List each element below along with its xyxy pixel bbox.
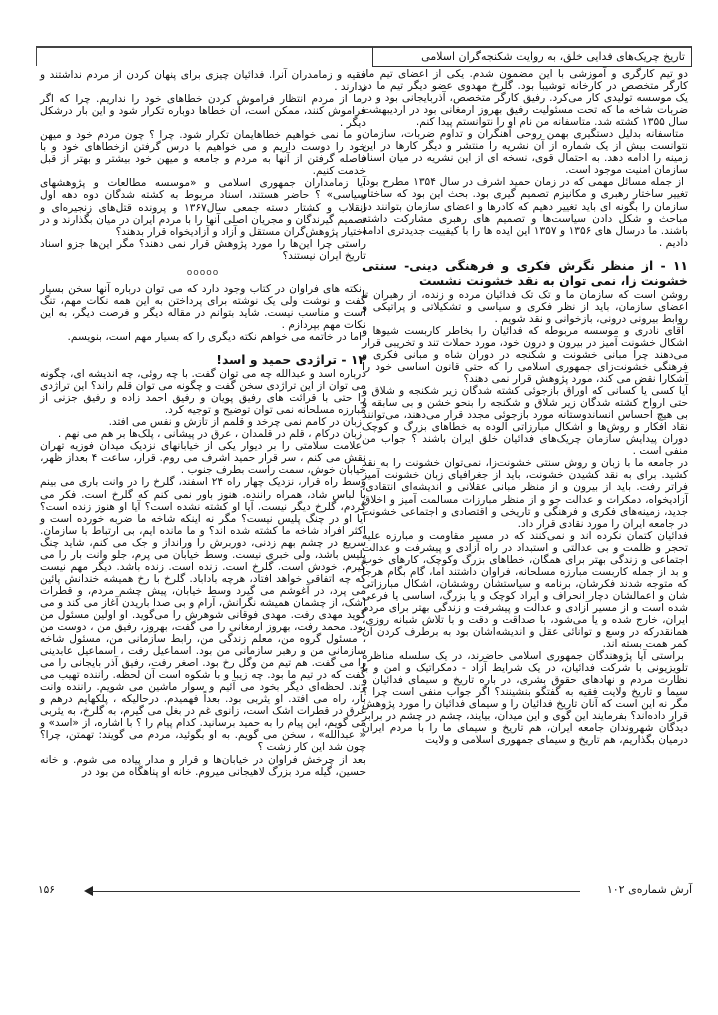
paragraph: فدائیان کتمان نکرده اند و نمی‌کنند که در مسیر مقاومت و مبارزه علیه تحجر و ظلمت و بی عدالتی و استبداد در راه آزادی و پیشرفت و عدالت اجتماعی و زندگی بهتر برای همگان، خطاهای بزرگ وکوچک، کارهای خوب و بد از جمله کاربست مبارزه مسلحانه، فراوان داشتند اما، گام بگام هرجا که متوجه شدند فکرشان، برنامه و سیاستشان روششان، اشکال مبارزاتی شان و اعمالشان دچار انحراف و ایراد کوچک و یا بزرگ، اساسی یا فرعی شده است و از مسیر آزادی و عدالت و پیشرفت و زندگی بهتر برای مردم ایران، خارج شده و یا می‌شود، با صداقت و دقت و با تلاش شبانه روزی، همانقدرکه در وسع و توانائی عقل و اندیشه‌اشان بود به برطرف کردن آن کمر همت بسته اند. xyxy=(362,529,688,651)
paragraph: در جامعه ما با زبان و روش سنتی خشونت‌زا، نمی‌توان خشونت را به نقد کشید. برای به نقد کشیدن خشونت، باید از جغرافیای زبان خشونت آمیز فراتر رفت. باید از بیرون و از منظر مبانی عقلانی و اندیشه‌ای انتقادی، آزادیخواه، دمکرات و عدالت جو و از منظر مبارزات مسالمت آمیز و اخلاق جدید، زمینه‌های فکری و فرهنگی و تاریخی و اقتصادی و اجتماعی خشونت در جامعه ایران را مورد نقادی قرار داد. xyxy=(362,457,688,530)
paragraph: آیا کسی یا کسانی که اوراق بازجوئی کشته شدگان زیر شکنجه و شلاق و حتی ارواح کشته شدگان زیر شلاق و شکنجه را بنحو خشن و بی سابقه و بی هیچ احساس انساندوستانه مورد بازجوئی مجدد قرار می‌دهند، می‌توانند نقاد افکار و روش‌ها و اشکال مبارزاتی آلوده به خطاهای بزرگ و کوچک دوران پیدایش سازمان چریک‌های فدائیان خلق ایران باشند ؟ جواب من منفی است . xyxy=(362,385,688,458)
paragraph: اما در خاتمه می خواهم نکته دیگری را که بسیار مهم است، بنویسم. xyxy=(67,330,362,343)
paragraph: ما از مردم انتظار فراموش کردن خطاهای خود را نداریم. چرا که اگر فراموش کنند، ممکن است، آن خطاها دوباره تکرار شود و این بار درشکل دیگر . xyxy=(40,93,366,130)
section-heading-12: ۱۲ - تراژدی حمید و اسد! xyxy=(216,352,366,368)
section-separator: ooooo xyxy=(186,267,220,278)
paragraph: فقیه و زمامدران آنرا. فدائیان چیزی برای پنهان کردن از مردم نداشتند و ندارند . xyxy=(40,69,366,94)
paragraph: نکته های فراوان در کتاب وجود دارد که می توان درباره آنها سخن بسیار گفت و نوشت ولی یک نوشته برای پرداختن به این همه نکات مهم، تنگ است و مناسب نیست. شاید بتوانم در مقاله دیگر و فرصت دیگر، به این نکات مهم بپردازم . xyxy=(40,282,366,331)
page-number: ۱۵۶ xyxy=(38,884,55,896)
paragraph: بعد از چرخش فراوان در خیابان‌ها و قرار و مدار پیاده می شوم. و خانه حسین، گیله مرد بزرگ لاهیجانی میروم. خانه او پناهگاه من بود در xyxy=(40,753,366,778)
page-footer xyxy=(38,883,692,903)
section-heading-11: ۱۱ - از منظر نگرش فکری و فرهنگی دینی- سنتی خشونت زا، نمی توان به نقد خشونت نشست xyxy=(362,257,688,288)
paragraph: و ما نمی خواهیم خطاهایمان تکرار شود. چرا ؟ چون مردم خود و میهن خود را دوست داریم و می خواهیم با درس گرفتن ازخطاهای خود و با فاصله گرفتن از آنها به مردم و جامعه و میهن خود بیشتر و بهتر از قبل خدمت کنیم. xyxy=(40,129,366,178)
paragraph: وسط راه قرار، نزدیک چهار راه ۲۴ اسفند، گلرخ را در وانت باری می بینم با لباس شاد، همراه راننده. هنوز باور نمی کنم که گلرخ است. فکر می کردم، گلرخ دیگر نیست. آیا او کشته نشده است؟ آیا او هنوز زنده است؟ آیا او در چنگ پلیس نیست؟ مگر نه اینکه شاخه ما ضربه خورده است و اکثر افراد شاخه ما کشته شده اند؟ و ما مانده ایم، بی ارتباط با سازمان. سریع در چشم بهم زدنی، دوربرش را ورانداز و جک می کنم، شاید چنگ پلیس باشد، ولی خبری نیست. وسط خیابان می پرم، جلو وانت بار را می گیرم. خودش است. گلرخ است. زنده است. زنده باشد. دیگر مهم نیست که چه اتفاقی خواهد افتاد، هرچه باداباد. گلرخ با رخ همیشه خندانش پائین می پرد، در آغوشم می گیرد وسط خیابان، پیش چشم مردم، و قطرات اشک، از چشمان همیشه نگرانش، آرام و بی صدا باریدن آغاز می کند و می گوید مهدی رفت. مهدی فوقانی شوهرش را می‌گوید. او اولین مسئول من بود. محمد رفت، بهروز ارمغانی را می گفت، بهروز، رفیق من ، دوست من ، مسئول گروه من، معلم زندگی من، رابط سازمانی من، مسئول شاخه سازمانی من و رهبر سازمانی من بود. اسماعیل رفت ، اسماعیل عابدینی را می گفت. هم تیم من وگل رخ بود. اصغر رفت، رفیق آذر بایجانی را می گفت که در تیم ما بود. چه زیبا و با شکوه است آن لحظه. راننده تهیب می زند. لحظه‌ای دیگر بخود می آئیم و سوار ماشین می شویم. راننده وانت بار، راه می افتد. او یثربی بود. بعداً فهمیدم. درحالیکه ، پلکهایم درهم و غرق در قطرات اشک است، زانوی غم در بغل می گیرم، به گلرخ، به یثربی می گویم، این پیام را به حمید برسانید. کدام پیام را ؟ با اشاره، از «اسد» و « عبدالله» ، سخن می گویم. به او بگوئید، مردم می گویند: تهمتن، چرا؟ چون شد این کار زشت ؟ xyxy=(40,476,367,754)
right-column xyxy=(362,68,688,746)
paragraph: براستی آیا پژوهندگان جمهوری اسلامی حاضرند، در یک سلسله مناظره تلویزیونی با شرکت فدائیان، در یک شرایط آزاد - دمکراتیک و امن و با نظارت مردم و نهادهای حقوق بشری، در باره تاریخ و سیمای فدائیان و سیما و تاریخ ولایت فقیه به گفتگو بنشینند؟ اگر جواب منفی است چرا ؟ مگر نه این است که آنان تاریخ فدائیان را و سیمای فدائیان را مورد پژوهش قرار داده‌اند؟ بفرمایند این گوی و این میدان، بیایند، چشم در چشم در برابر دیدگان شهروندان جامعه ایران، هم تاریخ و سیمای ما را با مردم ایران درمیان بگذاریم، هم تاریخ و سیمای جمهوری اسلامی و ولایت xyxy=(362,650,688,747)
paragraph: زبان درکام ، قلم در قلمدان ، عرق در پیشانی ، پلک‌ها بر هم می نهم . xyxy=(57,428,362,441)
paragraph: آیا زمامداران جمهوری اسلامی و «موسسه مطالعات و پژوهشهای سیاسی» ؟ حاضر هستند، اسناد مربوط به کشته شدگان دوه دهه اول انقلاب و کشتار دسته جمعی سال۱۳۶۷ و پرونده قتل‌های زنجیره‌ای و تصمیم گیرندگان و مجریان اصلی آنها را با مردم ایران در میان بگذارند و در اختیار پژوهش‌گران مستقل و آزاد و آزادیخواه قرار بدهند؟ xyxy=(40,177,366,238)
running-title: تاریخ چریک‌های فدایی خلق، به روایت شکنجه‌گران اسلامی xyxy=(421,50,685,63)
paragraph: علامت سلامتی را بر دیوار یکی از خیابانهای نزدیک میدان فوزیه تهران نقش می کنم ، سر قرار حمید اشرف می روم. قرار، ساعت ۴ بعداز ظهر، خیابان خوش، سمت راست بطرف جنوب . xyxy=(40,440,366,477)
paragraph: دو تیم کارگری و آموزشی با این مضمون شدم. یکی از اعضای تیم ما، کارگر متخصص در کارخانه توشیبا بود. گلرخ مهدوی عضو دیگر تیم ما در یک موسسه تولیدی کار می‌کرد. رفیق کارگر متخصص، آذربایجانی بود و در ضربات شاخه ما که تحت مسئولیت رفیق بهروز ارمغانی بود در اردیبهشت سال ۱۳۵۵ کشته شد. متاسفانه من نام او را نتوانستم پیدا کنم. xyxy=(362,68,688,129)
paragraph: راستی چرا این‌ها را مورد پژوهش قرار نمی دهند؟ مگر این‌ها جزو اسناد تاریخ ایران نیستند؟ xyxy=(40,237,366,262)
paragraph: متاسفانه بدلیل دستگیری بهمن روحی آهنگران و تداوم ضربات، سازمان نتوانست بیش از یک شماره از آن نشریه را منتشر و دیگر کارها در این زمینه را ادامه دهد. به احتمال قوی، نسخه ای از این نشریه در میان اسناد سازمان امنیت موجود است. xyxy=(362,128,688,177)
running-header xyxy=(372,47,692,67)
paragraph: زبان در کامم نمی چرخد و قلمم از تازش و نفس می افتد. xyxy=(108,416,362,429)
issue-label: آرش شماره‌ی ۱۰۲ xyxy=(606,883,692,896)
paragraph: از جمله مسائل مهمی که در زمان حمید اشرف در سال ۱۳۵۴ مطرح بود، تغییر ساختار رهبری و مکانیزم تصمیم گیری بود. بحث این بود که ساختار سازمان را بگونه ای باید تغییر دهیم که کادرها و اعضای سازمان بتوانند در مباحث و شکل دادن سیاست‌ها و تصمیم های رهبری مشارکت داشته باشند. ما درسال های ۱۳۵۶ و ۱۳۵۷ این ایده ها را با کیفییت جدیدتری ادامه دادیم . xyxy=(362,176,688,249)
paragraph: روشن است که سازمان ما و تک تک فدائیان مرده و زنده، از رهبران تا اعضای سازمان، باید از نظر فکری و سیاسی و تشکیلاتی و پراتیکی و روابط بیرونی درونی، بازخوانی و نقد شویم . xyxy=(362,288,688,325)
paragraph: آقای نادری و موسسه مربوطه که فدائیان را بخاطر کاربست شیوها و اشکال خشونت آمیز در بیرون و درون خود، مورد حملات تند و تخریبی قرار می‌دهند چرا مبانی خشونت و شکنجه در دوران شاه و مبانی فکری و فرهنگی خشونت‌زای جمهوری اسلامی را که حتی قانون اساسی خود را آشکارا نقض می کند، مورد پژوهش قرار نمی دهند؟ xyxy=(362,324,688,386)
header-rule-left-tick xyxy=(36,46,37,66)
footer-rule xyxy=(90,891,580,892)
left-column xyxy=(40,69,366,778)
paragraph: درباره اسد و عبدالله چه می توان گفت. با چه روئی، چه اندیشه ای، چگونه می توان از این تراژدی سخن گفت و چگونه می توان قلم راند؟ این تراژدی را حتی با قرائت های رفیق پویان و رفیق احمد زاده و رفیق جزنی از مبارزه مسلحانه نمی توان توضیح و توجیه کرد. xyxy=(40,368,366,417)
